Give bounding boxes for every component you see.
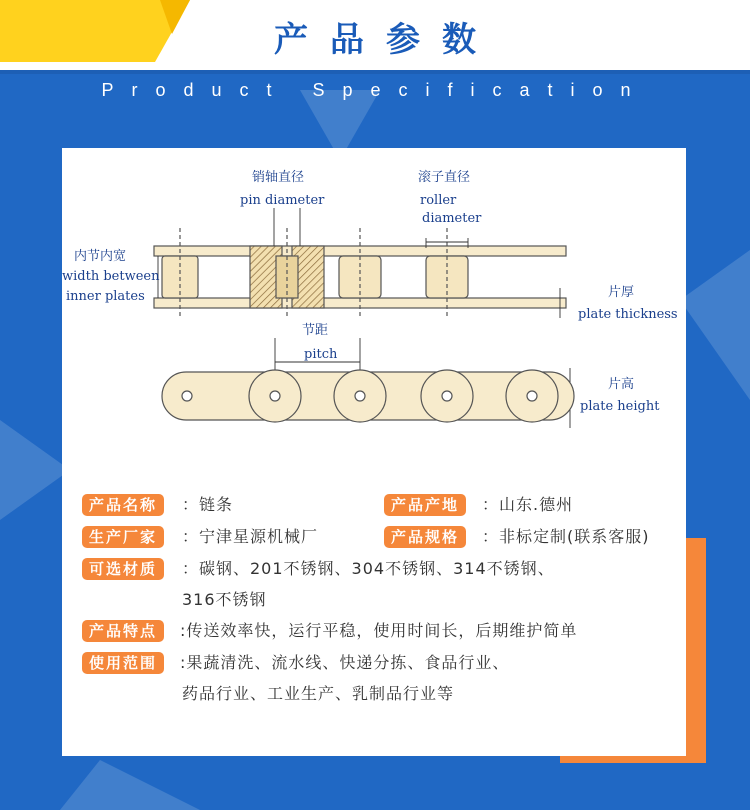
- maker-value: ：宁津星源机械厂: [182, 527, 319, 546]
- plate-height-label-en: plate height: [580, 399, 660, 414]
- inner-width-label-en-2: inner plates: [66, 289, 145, 304]
- material-value-line2: 316不锈钢: [182, 590, 267, 609]
- material-value-line1: ：碳钢、201不锈钢、304不锈钢、314不锈钢、: [182, 559, 555, 578]
- page-title: 产品参数: [274, 20, 498, 60]
- page-subtitle: Product Specification: [101, 80, 649, 100]
- usage-value-line2: 药品行业、工业生产、乳制品行业等: [182, 684, 455, 703]
- origin-label: 产品产地: [384, 494, 466, 516]
- roller-diameter-label-en-2: diameter: [422, 211, 482, 226]
- pin-diameter-label-en: pin diameter: [240, 193, 325, 208]
- spec-card: [62, 148, 686, 756]
- roller-diameter-label-en-1: roller: [420, 193, 457, 208]
- roller-diameter-label-zh: 滚子直径: [418, 170, 471, 185]
- usage-label: 使用范围: [82, 652, 164, 674]
- header-divider: [0, 70, 750, 74]
- name-value: ：链条: [182, 495, 234, 514]
- plate-thickness-label-zh: 片厚: [608, 285, 635, 300]
- spec-value: ：非标定制(联系客服): [482, 527, 650, 546]
- inner-width-label-en-1: width between: [62, 269, 160, 284]
- material-label: 可选材质: [82, 558, 164, 580]
- inner-width-label-zh: 内节内宽: [74, 249, 127, 264]
- pin-diameter-label-zh: 销轴直径: [252, 170, 305, 185]
- plate-height-label-zh: 片高: [608, 377, 635, 392]
- plate-thickness-label-en: plate thickness: [578, 307, 678, 322]
- maker-label: 生产厂家: [82, 526, 164, 548]
- pitch-label-zh: 节距: [302, 323, 329, 338]
- name-label: 产品名称: [82, 494, 164, 516]
- feature-label: 产品特点: [82, 620, 164, 642]
- usage-value-line1: :果蔬清洗、流水线、快递分拣、食品行业、: [180, 653, 510, 672]
- spec-label: 产品规格: [384, 526, 466, 548]
- origin-value: ：山东.德州: [482, 495, 574, 514]
- feature-value: :传送效率快，运行平稳，使用时间长，后期维护简单: [180, 621, 578, 640]
- pitch-label-en: pitch: [304, 347, 338, 362]
- spec-list: [62, 148, 686, 756]
